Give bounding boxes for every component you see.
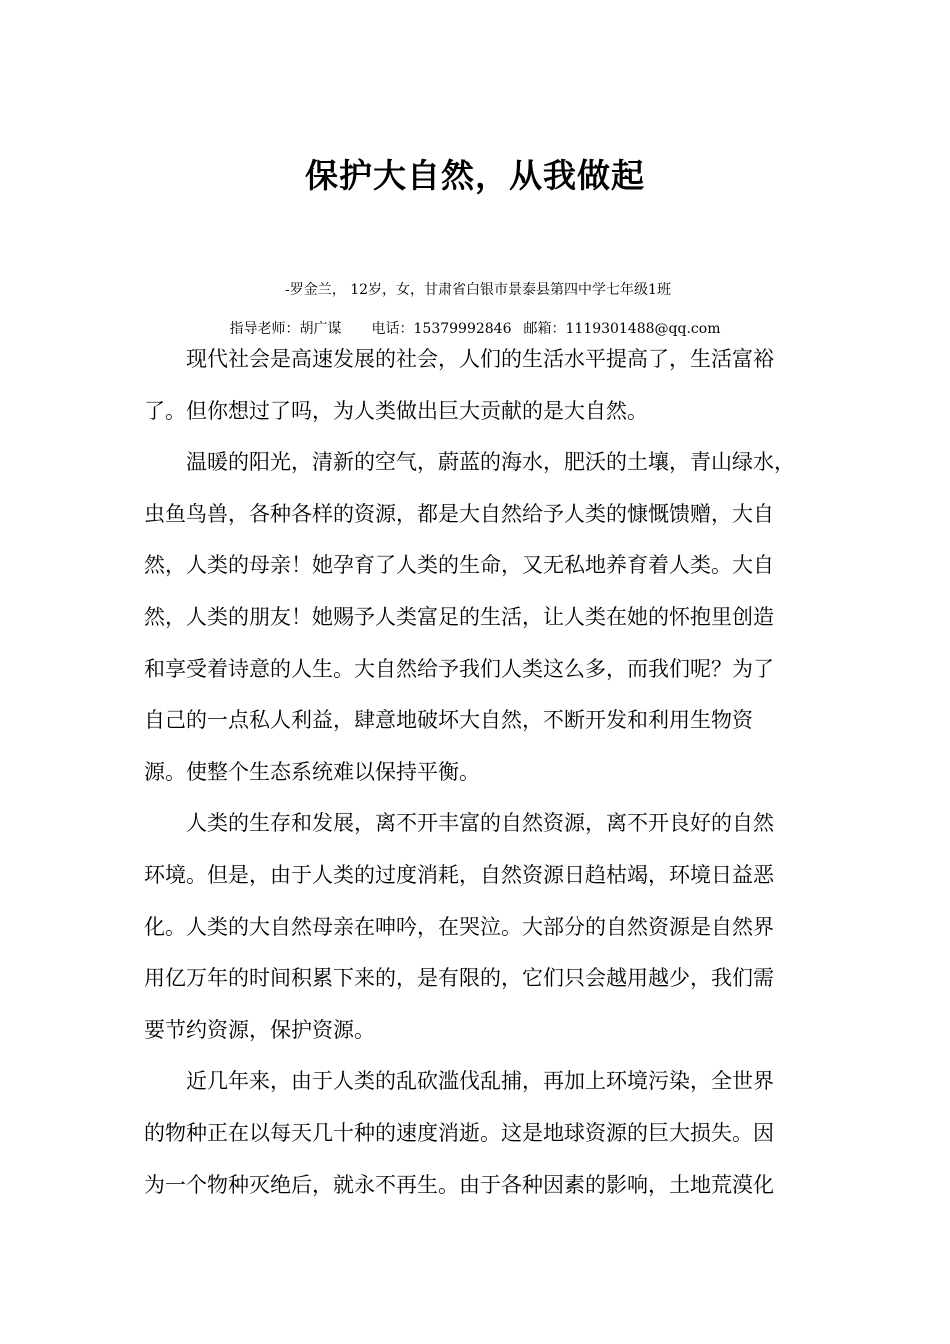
essay-body — [144, 334, 810, 1211]
paragraph: 现代社会是高速发展的社会，人们的生活水平提高了，生活富裕 了。但你想过了吗，为人类做出巨大贡献的是大自然。 — [144, 347, 774, 423]
email-label: 邮箱：1119301488@qq.com — [523, 321, 721, 337]
paragraph: 人类的生存和发展，离不开丰富的自然资源，离不开良好的自然 环境。但是，由于人类的过度消耗，自然资源日趋枯竭，环境日益恶 化。人类的大自然母亲在呻吟，在哭泣。大部分的自然资源是自然界 用亿万年的时间积累下来的，是有限的，它们只会越用越少，我们需 要节约资源，保护资源。 — [144, 811, 774, 1042]
teacher-label: 指导老师：胡广谋 — [229, 321, 342, 337]
author-line: -罗金兰， 12岁，女，甘肃省白银市景泰县第四中学七年级1班 — [285, 282, 671, 298]
paragraph: 近几年来，由于人类的乱砍滥伐乱捕，再加上环境污染，全世界 的物种正在以每天几十种的速度消逝。这是地球资源的巨大损失。因 为一个物种灭绝后，就永不再生。由于各种因素的影响，土地荒漠化 — [144, 1069, 774, 1197]
document-title: 保护大自然，从我做起 — [305, 156, 645, 195]
phone-label: 电话：15379992846 — [371, 321, 512, 337]
paragraph: 温暖的阳光，清新的空气，蔚蓝的海水，肥沃的土壤，青山绿水， 虫鱼鸟兽，各种各样的资源，都是大自然给予人类的慷慨馈赠，大自 然，人类的母亲！她孕育了人类的生命，又无私地养育着人类。大自 然，人类的朋友！她赐予人类富足的生活，让人类在她的怀抱里创造 和享受着诗意的人生。大自然给予我们人类这么多，而我们呢？为了 自己的一点私人利益，肆意地破坏大自然，不断开发和利用生物资 源。使整个生态系统难以保持平衡。 — [144, 450, 795, 784]
